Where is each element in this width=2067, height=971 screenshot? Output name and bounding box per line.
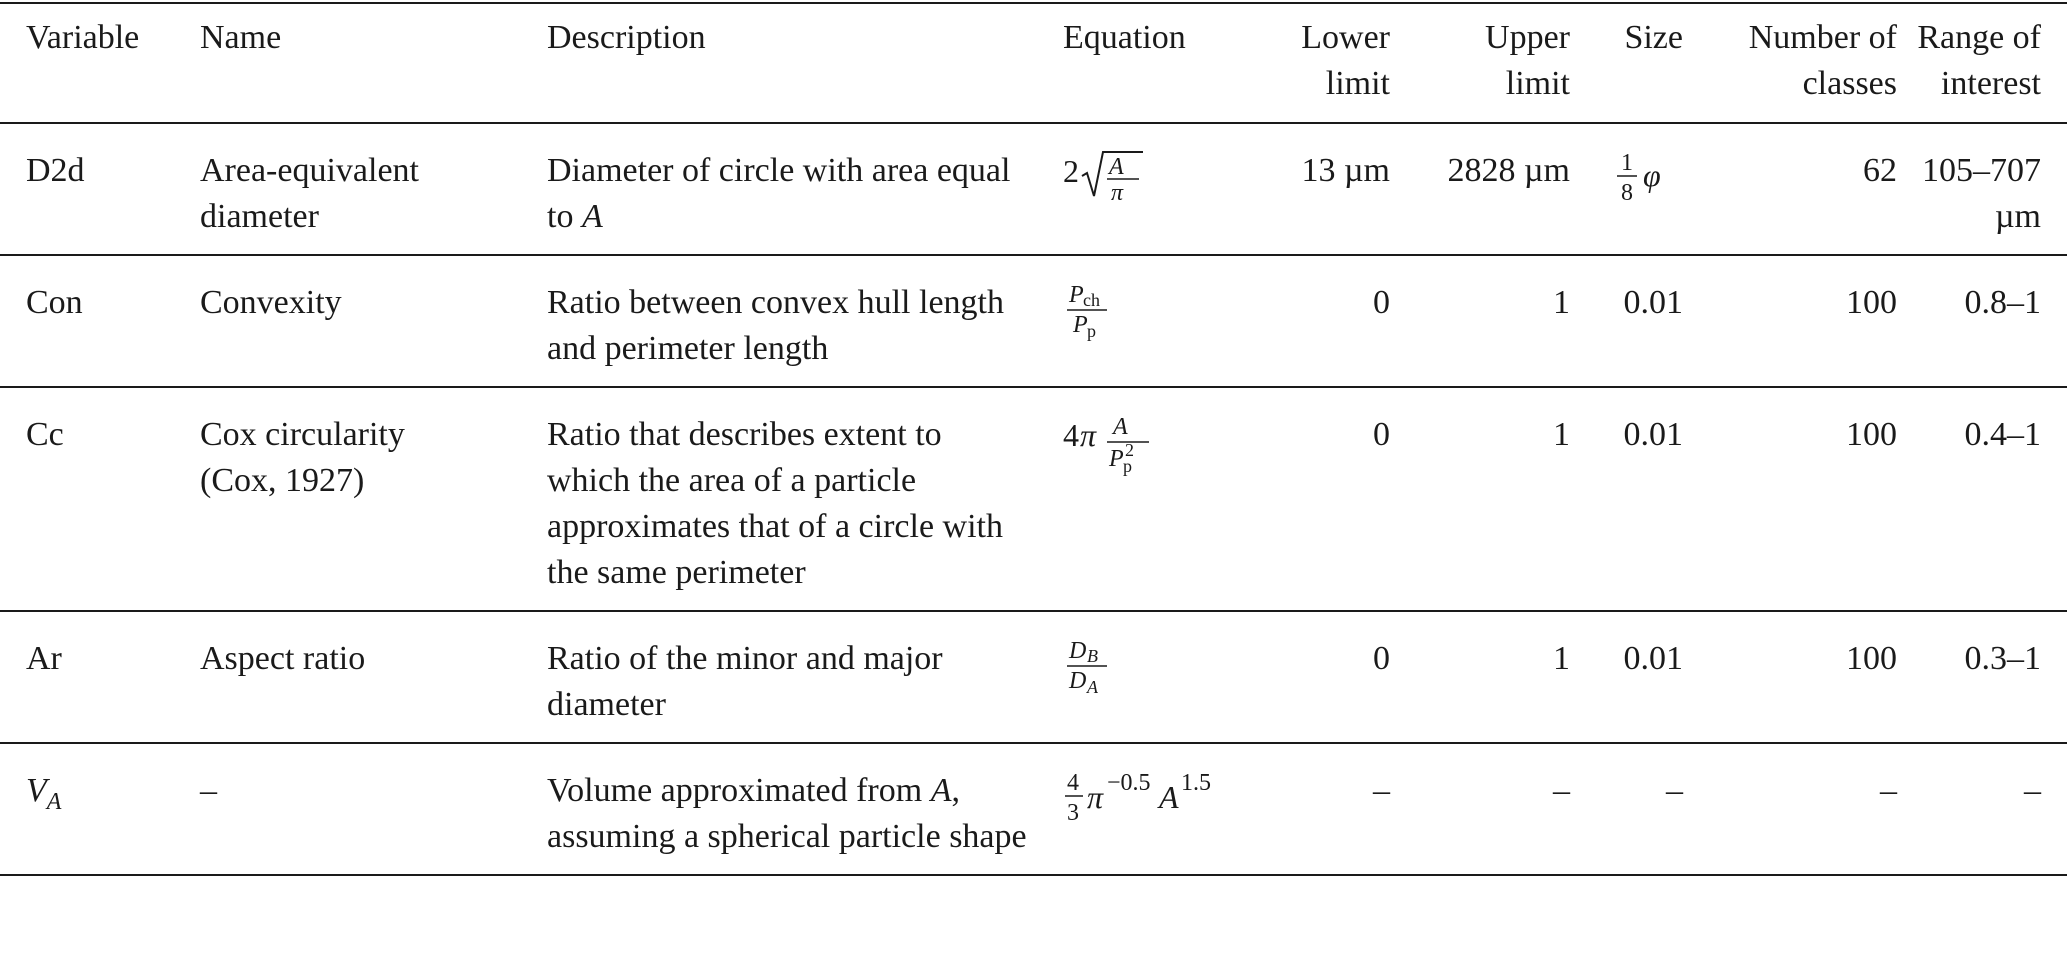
parameters-table xyxy=(0,2,2067,876)
cell-name: Area-equivalent diameter xyxy=(200,152,419,235)
svg-text:8: 8 xyxy=(1621,180,1633,206)
svg-text:2: 2 xyxy=(1063,153,1079,189)
cell-description: Ratio that describes extent to which the area of a particle approximates that of a circle with the same perimeter xyxy=(547,416,1003,591)
table-header-row xyxy=(0,3,2067,123)
cell-range-of-interest: 0.4–1 xyxy=(1964,416,2041,453)
cell-equation xyxy=(1063,743,1263,875)
cell-variable: Ar xyxy=(26,640,62,677)
cell-variable: D2d xyxy=(26,152,85,189)
cell-number-of-classes: 62 xyxy=(1863,152,1897,189)
svg-text:D: D xyxy=(1069,638,1087,664)
cell-number-of-classes: – xyxy=(1880,772,1897,809)
header-equation: Equation xyxy=(1063,19,1186,56)
equation-aspect xyxy=(1063,636,1123,696)
svg-text:A: A xyxy=(1087,677,1098,697)
svg-text:P: P xyxy=(1069,282,1084,308)
cell-upper-limit: – xyxy=(1553,772,1570,809)
cell-upper-limit: 1 xyxy=(1553,416,1570,453)
cell-upper-limit: 1 xyxy=(1553,284,1570,321)
equation-sqrt xyxy=(1063,148,1173,208)
cell-equation xyxy=(1063,611,1263,743)
table-row xyxy=(0,123,2067,255)
table-row xyxy=(0,255,2067,387)
header-upper-limit: Upper limit xyxy=(1485,19,1570,102)
cell-lower-limit: 0 xyxy=(1373,284,1390,321)
cell-lower-limit: – xyxy=(1373,772,1390,809)
svg-text:P: P xyxy=(1073,312,1088,338)
cell-size: 0.01 xyxy=(1623,284,1683,321)
cell-description: Diameter of circle with area equal to A xyxy=(547,152,1011,235)
cell-size: 0.01 xyxy=(1623,416,1683,453)
cell-variable: Con xyxy=(26,284,83,321)
cell-lower-limit: 0 xyxy=(1373,640,1390,677)
header-size: Size xyxy=(1624,19,1683,56)
cell-name: Aspect ratio xyxy=(200,640,366,677)
header-variable: Variable xyxy=(26,19,140,56)
cell-number-of-classes: 100 xyxy=(1846,640,1897,677)
cell-description: Volume approximated from A, assuming a spherical particle shape xyxy=(547,772,1027,855)
svg-text:1.5: 1.5 xyxy=(1181,770,1211,796)
table-row xyxy=(0,611,2067,743)
cell-equation xyxy=(1063,255,1263,387)
cell-name: – xyxy=(200,772,217,809)
cell-number-of-classes: 100 xyxy=(1846,284,1897,321)
header-description: Description xyxy=(547,19,706,56)
cell-variable: $V_A$ xyxy=(26,772,62,815)
cell-description: Ratio between convex hull length and perimeter length xyxy=(547,284,1004,367)
cell-name: Convexity xyxy=(200,284,342,321)
cell-upper-limit: 2828 µm xyxy=(1447,152,1570,189)
svg-text:π: π xyxy=(1087,779,1104,815)
cell-size: – xyxy=(1666,772,1683,809)
equation-volume xyxy=(1063,768,1263,828)
svg-text:A: A xyxy=(1159,779,1179,815)
svg-text:p: p xyxy=(1087,321,1096,341)
svg-text:B: B xyxy=(1087,646,1098,666)
header-range-of-interest: Range of interest xyxy=(1917,19,2041,102)
cell-equation xyxy=(1063,387,1263,611)
header-number-of-classes: Number of classes xyxy=(1748,19,1897,102)
header-name: Name xyxy=(200,19,282,56)
cell-lower-limit: 13 µm xyxy=(1301,152,1390,189)
svg-text:D: D xyxy=(1069,668,1087,694)
cell-name: Cox circularity (Cox, 1927) xyxy=(200,416,405,499)
svg-text:π: π xyxy=(1111,180,1124,206)
cell-variable: Cc xyxy=(26,416,64,453)
svg-text:2: 2 xyxy=(1125,440,1134,460)
svg-text:ch: ch xyxy=(1083,290,1100,310)
size-fraction xyxy=(1613,148,1683,208)
svg-text:1: 1 xyxy=(1621,150,1633,176)
svg-text:4: 4 xyxy=(1063,417,1079,453)
svg-text:A: A xyxy=(1109,154,1124,180)
table-row xyxy=(0,743,2067,875)
cell-size: 0.01 xyxy=(1623,640,1683,677)
svg-text:−0.5: −0.5 xyxy=(1107,770,1151,796)
cell-description: Ratio of the minor and major diameter xyxy=(547,640,943,723)
cell-equation xyxy=(1063,123,1263,255)
equation-cox xyxy=(1063,412,1173,478)
cell-number-of-classes: 100 xyxy=(1846,416,1897,453)
cell-range-of-interest: 0.8–1 xyxy=(1964,284,2041,321)
cell-range-of-interest: 0.3–1 xyxy=(1964,640,2041,677)
cell-range-of-interest: 105–707 µm xyxy=(1922,152,2041,235)
equation-fraction xyxy=(1063,280,1123,340)
svg-text:4: 4 xyxy=(1067,770,1079,796)
svg-text:3: 3 xyxy=(1067,800,1079,826)
svg-text:p: p xyxy=(1123,456,1132,476)
svg-text:P: P xyxy=(1109,446,1124,472)
cell-upper-limit: 1 xyxy=(1553,640,1570,677)
header-lower-limit: Lower limit xyxy=(1301,19,1390,102)
svg-text:π: π xyxy=(1080,417,1097,453)
svg-text:φ: φ xyxy=(1643,157,1661,193)
svg-text:A: A xyxy=(1113,414,1128,440)
cell-range-of-interest: – xyxy=(2024,772,2041,809)
cell-size xyxy=(1570,123,1683,255)
table-row xyxy=(0,387,2067,611)
cell-lower-limit: 0 xyxy=(1373,416,1390,453)
